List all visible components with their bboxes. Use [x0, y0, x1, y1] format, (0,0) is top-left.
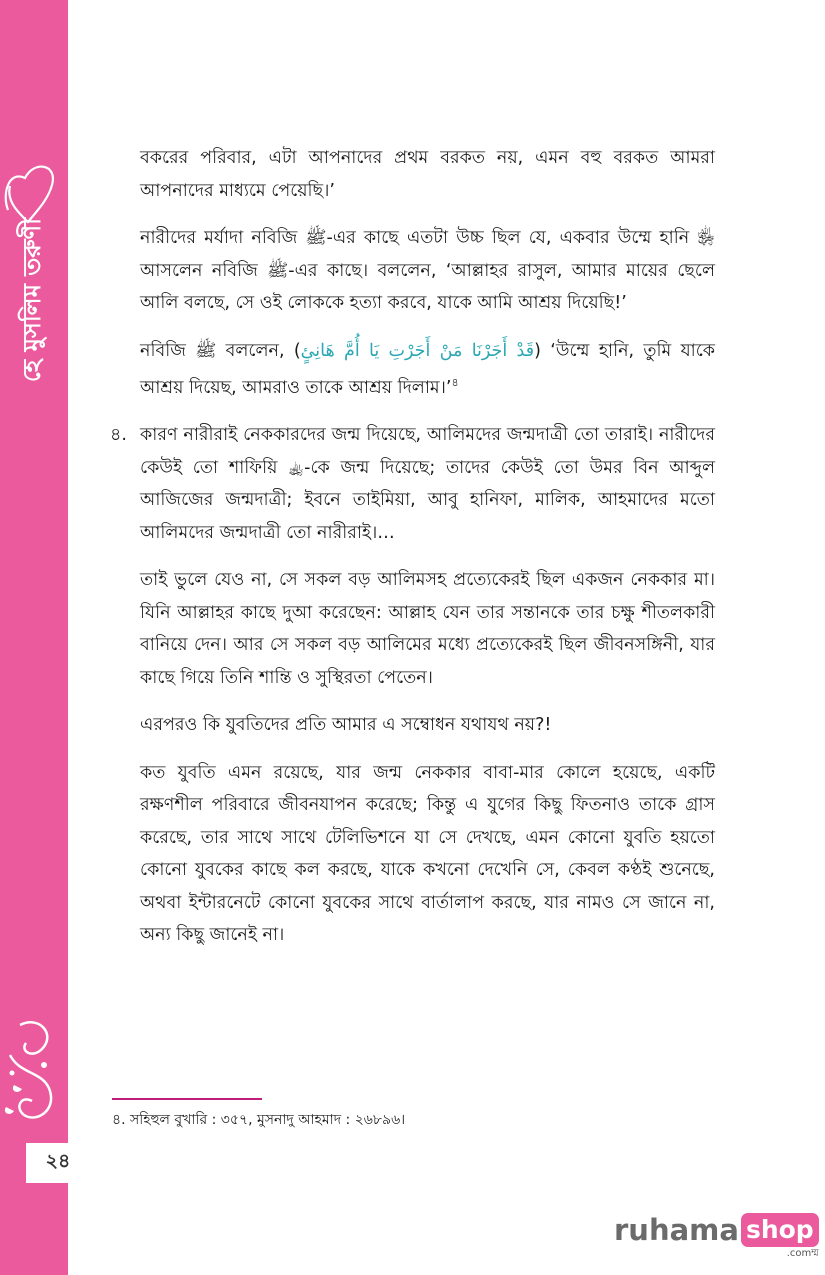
logo-shop-badge: shop — [741, 1213, 819, 1247]
paragraph: কত যুবতি এমন রয়েছে, যার জন্ম নেককার বাবা-মার কোলে হয়েছে, একটি রক্ষণশীল পরিবারে জীবনযাপন করেছে; কিন্তু এ যুগের কিছু ফিতনাও তাকে গ্রাস করেছে, তার সাথে সাথে টেলিভিশনে যা সে দেখছে, এমন কোনো যুবতি হয়তো কোনো যুবকের কাছে কল করছে, যাকে কখনো দেখেনি সে, কেবল কণ্ঠই শুনেছে, অথবা ইন্টারনেটে কোনো যুবকের সাথে বার্তালাপ করছে, যার নামও সে জানে না, অন্য কিছু জানেই না। — [140, 762, 715, 946]
body-text — [110, 142, 716, 967]
logo-ruhama-text: ruhama — [614, 1213, 739, 1247]
paragraph: বকরের পরিবার, এটা আপনাদের প্রথম বরকত নয়, এমন বহু বরকত আমরা আপনাদের মাধ্যমে পেয়েছি।’ — [140, 148, 715, 201]
numbered-paragraph — [110, 419, 715, 549]
paragraph: নারীদের মর্যাদা নবিজি ﷺ-এর কাছে এতটা উচ্চ ছিল যে, একবার উম্মে হানি ﵂ আসলেন নবিজি ﷺ-এর কাছে। বললেন, ‘আল্লাহর রাসুল, আমার মায়ের ছেলে আলি বলছে, সে ওই লোককে হত্যা করবে, যাকে আমি আশ্রয় দিয়েছি!’ — [140, 228, 715, 313]
book-title: হে মুসলিম তরুণী — [18, 217, 46, 383]
footnote: ৪. সহিহুল বুখারি : ৩৫৭, মুসনাদু আহমাদ : ২৬৮৯৬। — [112, 1112, 406, 1128]
paragraph: এরপরও কি যুবতিদের প্রতি আমার এ সম্বোধন যথাযথ নয়?! — [140, 715, 552, 736]
footnote-reference: ৪ — [451, 376, 459, 389]
publisher-logo — [614, 1211, 819, 1260]
paragraph-with-arabic — [140, 335, 715, 405]
paragraph: তাই ভুলে যেও না, সে সকল বড় আলিমসহ প্রত্যেকেরই ছিল একজন নেককার মা। যিনি আল্লাহর কাছে দুআ করেছেন: আল্লাহ যেন তার সন্তানকে তার চক্ষু শীতলকারী বানিয়ে দেন। আর সে সকল বড় আলিমের মধ্যে প্রত্যেকেরই ছিল জীবনসঙ্গিনী, যার কাছে গিয়ে তিনি শান্তি ও সুস্থিরতা পেতেন। — [140, 570, 715, 688]
paragraph-text: কারণ নারীরাই নেককারদের জন্ম দিয়েছে, আলিমদের জন্মদাত্রী তো তারাই। নারীদের কেউই তো শাফিয়ি ﵀-কে জন্ম দিয়েছে; তাদের কেউই তো উমর বিন আব্দুল আজিজের জন্মদাত্রী; ইবনে তাইমিয়া, আবু হানিফা, মালিক, আহমাদের মতো আলিমদের জন্মদাত্রী তো নারীরাই।… — [140, 425, 715, 543]
arabic-quote: قَدْ أَجَرْنَا مَنْ أَجَرْتِ يَا أُمَّ هَانِئٍ — [300, 340, 535, 361]
text-segment: নবিজি ﷺ বললেন, ( — [140, 340, 301, 361]
text-segment: ) ‘উম্মে হানি, তুমি যাকে আশ্রয় দিয়েছ, আমরাও তাকে আশ্রয় দিলাম।’ — [140, 340, 716, 398]
list-number: ৪. — [110, 425, 127, 446]
floral-swirl-icon — [0, 1015, 68, 1145]
side-bar — [0, 0, 68, 1275]
page-number: ২৪ — [26, 1143, 90, 1183]
logo-domain: .comম্ম — [786, 1248, 819, 1259]
footnote-divider — [112, 1098, 262, 1100]
